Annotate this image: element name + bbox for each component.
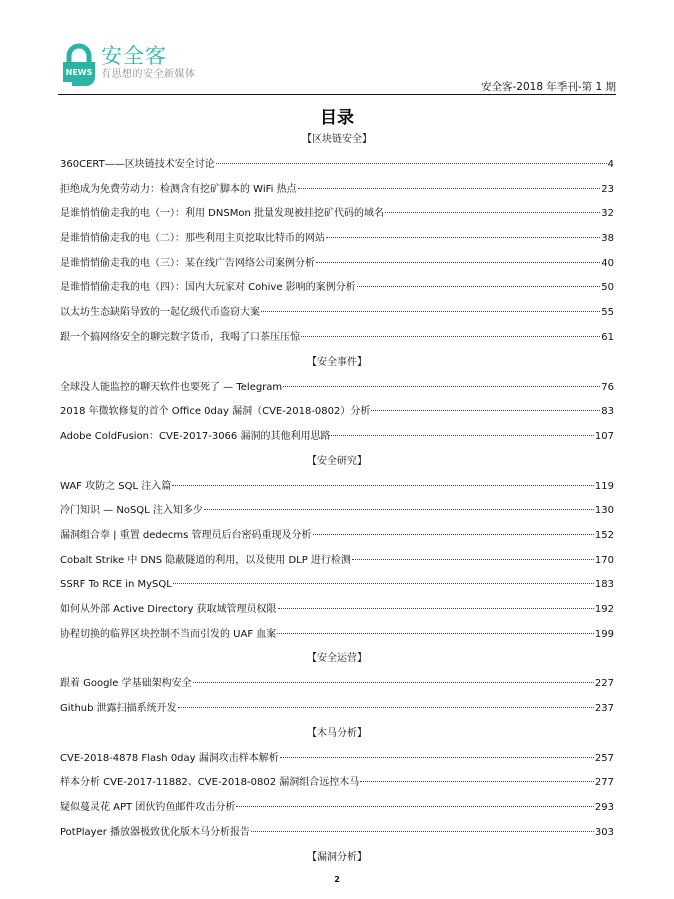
toc-entry-page[interactable]: 170 bbox=[594, 554, 614, 566]
toc-entry[interactable] bbox=[60, 256, 614, 281]
issue-label: 安全客-2018 年季刊-第 1 期 bbox=[481, 81, 616, 93]
news-logo-icon bbox=[60, 42, 98, 88]
dot-leader bbox=[326, 237, 600, 238]
table-of-contents bbox=[60, 132, 614, 875]
toc-entry-page[interactable]: 23 bbox=[601, 183, 614, 195]
toc-section-heading: 【安全事件】 bbox=[307, 356, 367, 368]
toc-entry[interactable] bbox=[60, 404, 614, 429]
toc-entry-title[interactable]: 协程切换的临界区块控制不当而引发的 UAF 血案 bbox=[60, 628, 277, 640]
dot-leader bbox=[277, 633, 594, 634]
toc-entry-title[interactable]: SSRF To RCE in MySQL bbox=[60, 579, 172, 591]
toc-entry-title[interactable]: 2018 年微软修复的首个 Office 0day 漏洞（CVE-2018-0802）分析 bbox=[60, 406, 371, 418]
page-number: 2 bbox=[334, 875, 340, 884]
toc-entry-title[interactable]: 漏洞组合拳 | 重置 dedecms 管理员后台密码重现及分析 bbox=[60, 529, 312, 541]
toc-entry-title[interactable]: CVE-2018-4878 Flash 0day 漏洞攻击样本解析 bbox=[60, 752, 279, 764]
brand-slogan: 有思想的安全新媒体 bbox=[101, 69, 196, 80]
toc-entry-page[interactable]: 183 bbox=[594, 579, 614, 591]
dot-leader bbox=[193, 682, 594, 683]
toc-entry[interactable] bbox=[60, 479, 614, 504]
dot-leader bbox=[301, 336, 600, 337]
dot-leader bbox=[360, 781, 594, 782]
toc-entry-page[interactable]: 192 bbox=[594, 604, 614, 615]
toc-entry-title[interactable]: 跟着 Google 学基础架构安全 bbox=[60, 678, 192, 690]
dot-leader bbox=[178, 707, 594, 708]
dot-leader bbox=[357, 286, 601, 287]
toc-entry-title[interactable]: 跟一个搞网络安全的聊完数字货币，我喝了口茶压压惊 bbox=[60, 331, 300, 343]
brand-name: 安全客 bbox=[101, 44, 167, 68]
toc-entry[interactable] bbox=[60, 280, 614, 305]
toc-entry[interactable] bbox=[60, 330, 614, 355]
dot-leader bbox=[316, 262, 600, 263]
toc-entry-page[interactable]: 303 bbox=[594, 826, 614, 838]
toc-entry-title[interactable]: Adobe ColdFusion：CVE-2017-3066 漏洞的其他利用思路 bbox=[60, 430, 331, 442]
toc-entry-page[interactable]: 237 bbox=[594, 703, 614, 715]
toc-entry-title[interactable]: PotPlayer 播放器极致优化版木马分析报告 bbox=[60, 826, 251, 838]
toc-section-heading: 【漏洞分析】 bbox=[307, 851, 367, 863]
toc-entry-title[interactable]: Github 泄露扫描系统开发 bbox=[60, 703, 177, 715]
toc-section-heading: 【安全运营】 bbox=[307, 653, 367, 665]
toc-entry-title[interactable]: 是谁悄悄偷走我的电（四）：国内大玩家对 Cohive 影响的案例分析 bbox=[60, 282, 356, 294]
toc-entry[interactable] bbox=[60, 305, 614, 330]
toc-entry-title[interactable]: 是谁悄悄偷走我的电（三）：某在线广告网络公司案例分析 bbox=[60, 257, 315, 269]
toc-section-heading: 【安全研究】 bbox=[307, 455, 367, 467]
toc-entry-page[interactable]: 293 bbox=[594, 802, 614, 814]
toc-entry-title[interactable]: WAF 攻防之 SQL 注入篇 bbox=[60, 480, 172, 492]
toc-entry-title[interactable]: 全球没人能监控的聊天软件也要死了 — Telegram bbox=[60, 381, 283, 393]
dot-leader bbox=[298, 188, 601, 189]
toc-entry[interactable] bbox=[60, 380, 614, 405]
dot-leader bbox=[173, 583, 594, 584]
dot-leader bbox=[236, 806, 594, 807]
toc-entry-page[interactable]: 38 bbox=[601, 233, 614, 245]
toc-entry-page[interactable]: 76 bbox=[601, 381, 614, 393]
header-divider bbox=[58, 94, 616, 95]
toc-entry-title[interactable]: 冷门知识 — NoSQL 注入知多少 bbox=[60, 505, 203, 517]
dot-leader bbox=[172, 485, 594, 486]
toc-entry-title[interactable]: 拒绝成为免费劳动力：检测含有挖矿脚本的 WiFi 热点 bbox=[60, 183, 297, 195]
page-title: 目录 bbox=[320, 108, 354, 128]
toc-entry-title[interactable]: 疑似蔓灵花 APT 团伙钓鱼邮件攻击分析 bbox=[60, 802, 236, 814]
toc-entry[interactable] bbox=[60, 206, 614, 231]
toc-entry-page[interactable]: 40 bbox=[601, 257, 614, 269]
toc-entry[interactable] bbox=[60, 775, 614, 800]
toc-entry[interactable] bbox=[60, 701, 614, 726]
toc-entry[interactable] bbox=[60, 429, 614, 454]
dot-leader bbox=[371, 410, 600, 411]
toc-entry-page[interactable]: 50 bbox=[601, 282, 614, 294]
toc-entry-title[interactable]: 样本分析 CVE-2017-11882、CVE-2018-0802 漏洞组合远控木马 bbox=[60, 777, 360, 789]
toc-entry[interactable] bbox=[60, 231, 614, 256]
toc-entry-page[interactable]: 130 bbox=[594, 505, 614, 517]
toc-entry-title[interactable]: 是谁悄悄偷走我的电（二）：那些利用主页挖取比特币的网站 bbox=[60, 233, 325, 245]
dot-leader bbox=[313, 534, 594, 535]
dot-leader bbox=[204, 509, 594, 510]
toc-entry-page[interactable]: 152 bbox=[594, 529, 614, 541]
toc-entry-page[interactable]: 4 bbox=[607, 159, 614, 170]
dot-leader bbox=[251, 831, 594, 832]
toc-entry[interactable] bbox=[60, 528, 614, 553]
toc-entry[interactable] bbox=[60, 553, 614, 578]
toc-entry[interactable] bbox=[60, 751, 614, 776]
dot-leader bbox=[261, 311, 600, 312]
toc-entry[interactable] bbox=[60, 602, 614, 627]
toc-entry-title[interactable]: Cobalt Strike 中 DNS 隐蔽隧道的利用，以及使用 DLP 进行检测 bbox=[60, 554, 351, 566]
dot-leader bbox=[216, 163, 607, 164]
toc-section-heading: 【木马分析】 bbox=[307, 727, 367, 739]
brand bbox=[101, 44, 196, 82]
toc-entry-title[interactable]: 以太坊生态缺陷导致的一起亿级代币盗窃大案 bbox=[60, 307, 260, 319]
dot-leader bbox=[278, 608, 594, 609]
toc-entry-page[interactable]: 119 bbox=[594, 480, 614, 492]
toc-entry[interactable] bbox=[60, 825, 614, 850]
toc-entry-page[interactable]: 257 bbox=[594, 752, 614, 764]
toc-entry-title[interactable]: 360CERT——区块链技术安全讨论 bbox=[60, 159, 215, 170]
logo-badge: NEWS bbox=[65, 68, 93, 77]
toc-entry-page[interactable]: 32 bbox=[601, 208, 614, 220]
toc-entry[interactable] bbox=[60, 182, 614, 207]
dot-leader bbox=[280, 757, 594, 758]
toc-entry[interactable] bbox=[60, 800, 614, 825]
toc-entry-page[interactable]: 55 bbox=[601, 307, 614, 319]
toc-entry[interactable] bbox=[60, 503, 614, 528]
toc-entry[interactable] bbox=[60, 157, 614, 182]
toc-entry[interactable] bbox=[60, 676, 614, 701]
dot-leader bbox=[352, 559, 594, 560]
dot-leader bbox=[283, 386, 600, 387]
toc-section-heading: 【区块链安全】 bbox=[302, 134, 372, 145]
toc-entry-page[interactable]: 227 bbox=[594, 678, 614, 690]
toc-entry-title[interactable]: 如何从外部 Active Directory 获取域管理员权限 bbox=[60, 604, 277, 615]
toc-entry-page[interactable]: 61 bbox=[601, 331, 614, 343]
dot-leader bbox=[385, 212, 600, 213]
toc-entry-page[interactable]: 107 bbox=[594, 430, 614, 442]
toc-entry-page[interactable]: 277 bbox=[594, 777, 614, 789]
toc-entry[interactable] bbox=[60, 627, 614, 652]
toc-entry-page[interactable]: 83 bbox=[601, 406, 614, 418]
toc-entry-page[interactable]: 199 bbox=[594, 628, 614, 640]
dot-leader bbox=[331, 435, 593, 436]
toc-entry-title[interactable]: 是谁悄悄偷走我的电（一）：利用 DNSMon 批量发现被挂挖矿代码的域名 bbox=[60, 208, 384, 220]
toc-entry[interactable] bbox=[60, 577, 614, 602]
